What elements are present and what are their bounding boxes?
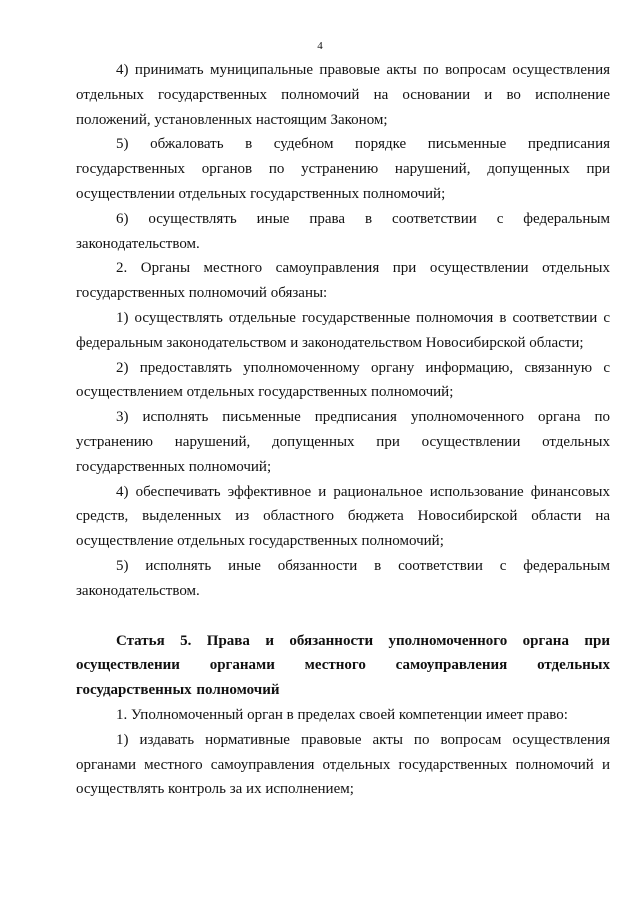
paragraph: 4) принимать муниципальные правовые акты по вопросам осуществления отдельных государственных полномочий на основании и во исполнение положений, установленных настоящим Законом; [76,62,610,128]
paragraph: 5) обжаловать в судебном порядке письменные предписания государственных органов по устранению нарушений, допущенных при осуществлении отдельных государственных полномочий; [76,136,610,202]
document-body [76,58,610,802]
paragraph: 1) осуществлять отдельные государственные полномочия в соответствии с федеральным законодательством и законодательством Новосибирской области; [76,309,610,351]
article-heading: Статья 5. Права и обязанности уполномоченного органа при осуществлении органами местного самоуправления отдельных государственных полномочий [76,632,610,699]
page-number: 4 [317,40,323,52]
paragraph: 6) осуществлять иные права в соответствии с федеральным законодательством. [76,210,610,252]
section-gap [76,604,610,629]
paragraph: 4) обеспечивать эффективное и рациональное использование финансовых средств, выделенных из областного бюджета Новосибирской области на осуществление отдельных государственных полномочий; [76,483,610,550]
paragraph: 5) исполнять иные обязанности в соответствии с федеральным законодательством. [76,557,610,599]
paragraph: 1) издавать нормативные правовые акты по вопросам осуществления органами местного самоуправления отдельных государственных полномочий и осуществлять контроль за их исполнением; [76,731,610,798]
paragraph: 2. Органы местного самоуправления при осуществлении отдельных государственных полномочий обязаны: [76,260,610,302]
paragraph: 3) исполнять письменные предписания уполномоченного органа по устранению нарушений, допущенных при осуществлении отдельных государственных полномочий; [76,409,610,475]
paragraph: 1. Уполномоченный орган в пределах своей компетенции имеет право: [116,706,568,723]
paragraph: 2) предоставлять уполномоченному органу информацию, связанную с осуществлением отдельных государственных полномочий; [76,359,610,401]
